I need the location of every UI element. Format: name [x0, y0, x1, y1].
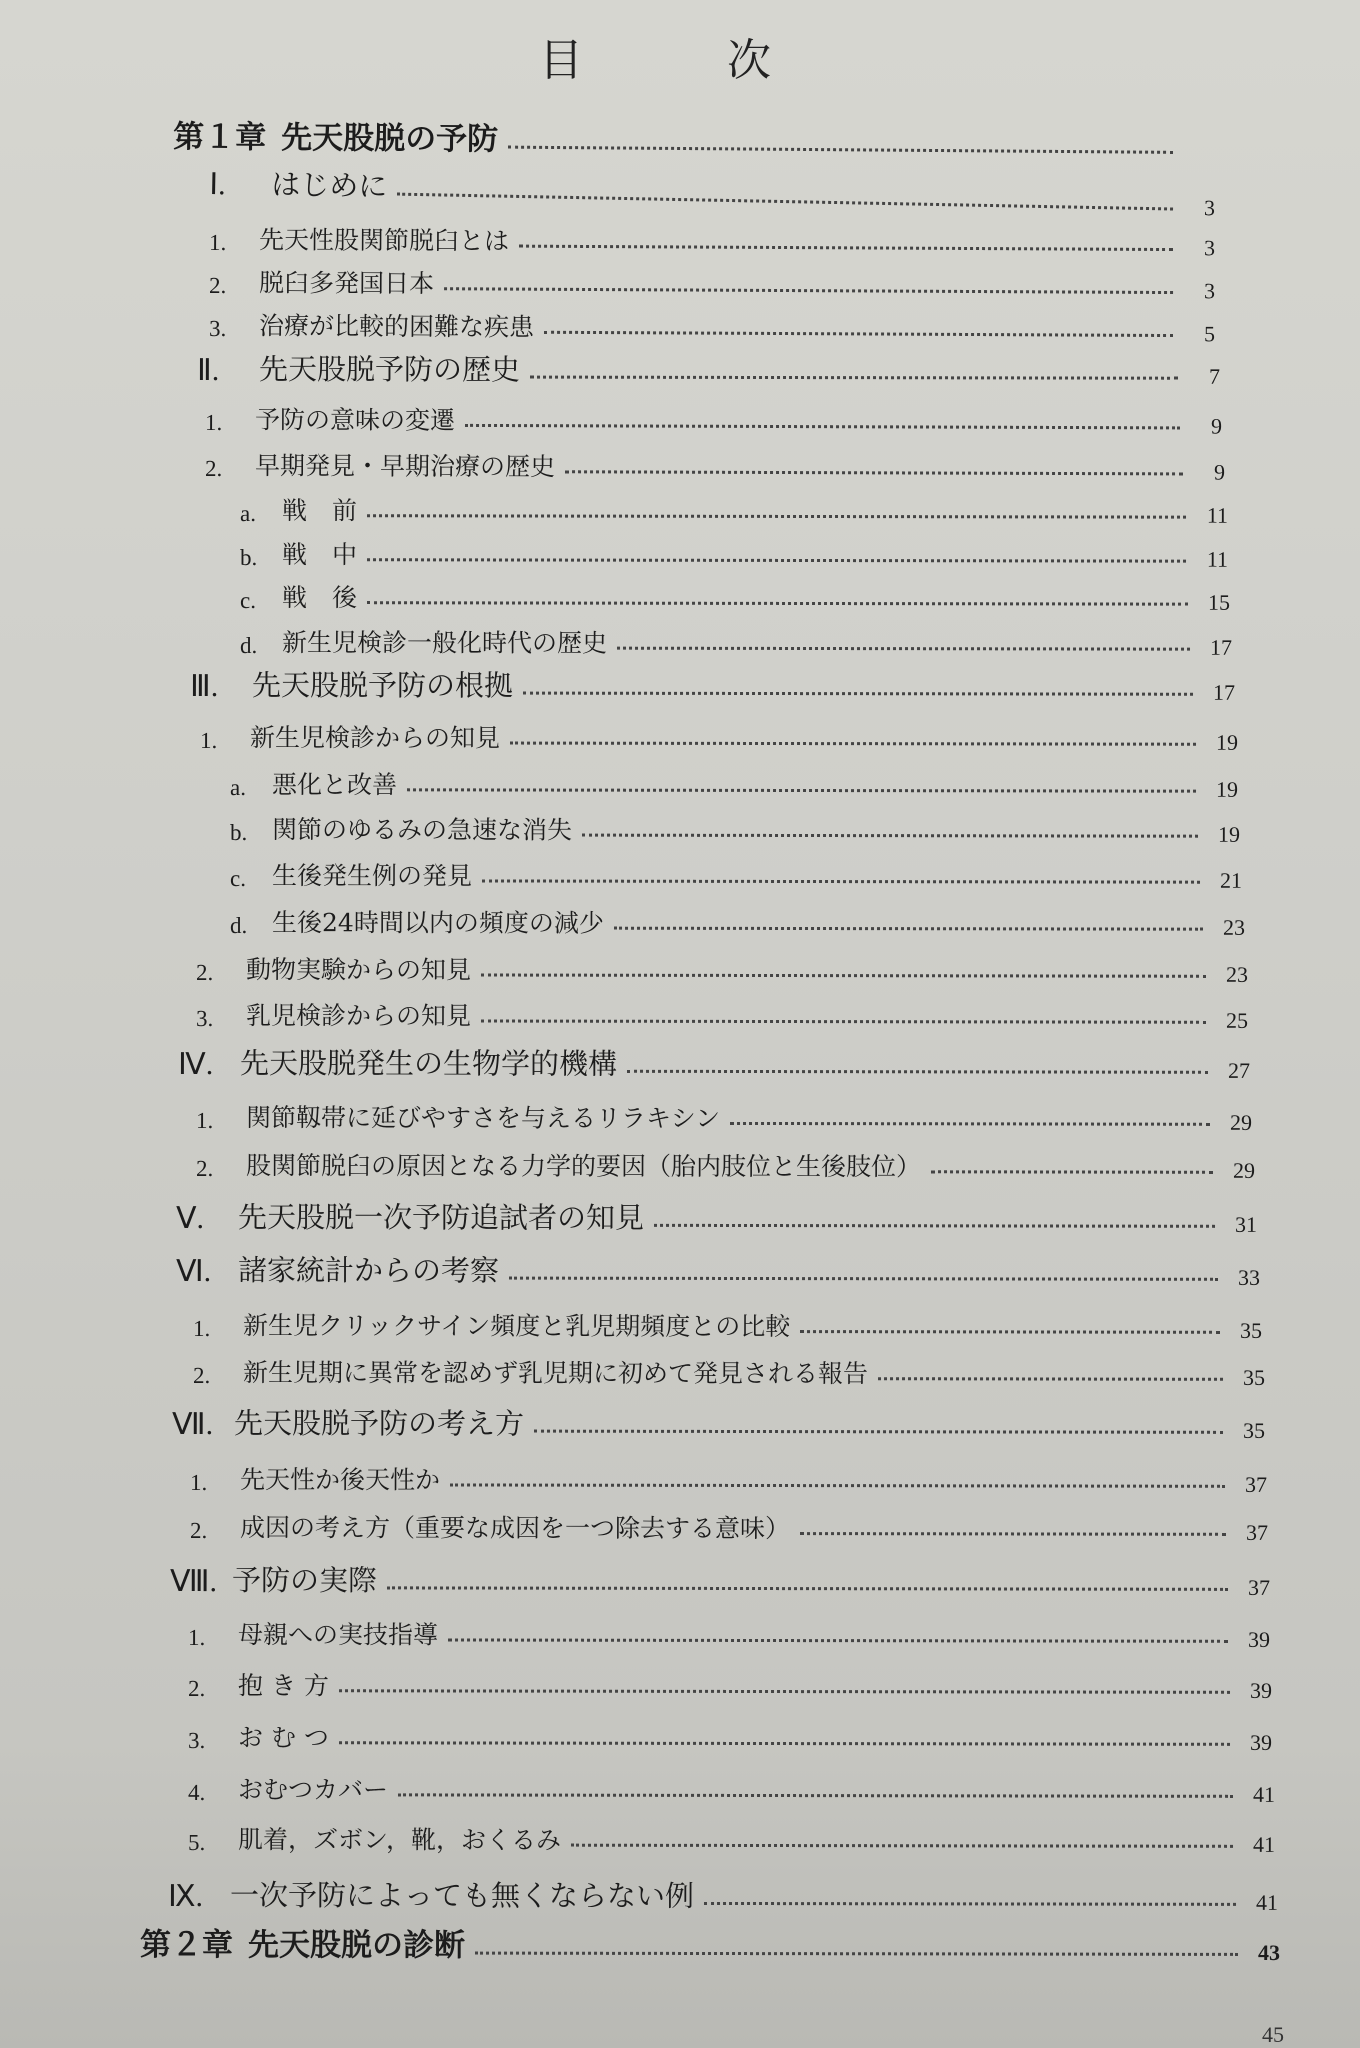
dot-leader	[617, 647, 1190, 651]
cut-off-page-number: 45	[1262, 2022, 1284, 2047]
toc-entry	[176, 1192, 1257, 1238]
toc-entry	[196, 942, 1248, 988]
dot-leader	[530, 376, 1178, 380]
toc-entry-number: 1.	[193, 1316, 211, 1342]
dot-leader	[339, 1741, 1230, 1746]
toc-entry-number: c.	[230, 866, 247, 892]
toc-entry-number: 1.	[190, 1470, 208, 1496]
toc-entry-title: 先天性か後天性か	[240, 1465, 441, 1495]
toc-entry-page: 3	[1203, 235, 1216, 261]
toc-entry-page: 7	[1209, 363, 1221, 389]
toc-entry-page: 39	[1248, 1626, 1271, 1652]
toc-entry-title: 新生児検診からの知見	[250, 723, 501, 753]
toc-entry-number: 2.	[209, 273, 227, 299]
toc-entry-page: 29	[1233, 1157, 1256, 1183]
toc-entry	[178, 1038, 1250, 1084]
toc-entry-number: Ⅸ.	[168, 1880, 204, 1914]
toc-entry-page: 41	[1253, 1781, 1276, 1807]
toc-entry	[209, 212, 1215, 261]
dot-leader	[481, 973, 1206, 977]
toc-entry-page: 21	[1220, 867, 1243, 893]
toc-entry-number: 3.	[196, 1006, 214, 1032]
toc-entry-number: Ⅱ.	[197, 354, 220, 388]
toc-entry-title: 動物実験からの知見	[246, 955, 472, 985]
dot-leader	[654, 1224, 1215, 1228]
toc-entry-page: 31	[1235, 1211, 1258, 1237]
toc-entry-title: 新生児期に異常を認めず乳児期に初めて発見される報告	[243, 1358, 869, 1389]
toc-entry	[172, 1398, 1265, 1444]
toc-entry-title: 一次予防によっても無くならない例	[230, 1878, 695, 1913]
toc-entry	[200, 710, 1238, 756]
toc-entry-page: 17	[1213, 679, 1236, 705]
toc-entry-title: 戦 前	[282, 496, 358, 526]
toc-entry-title: 先天股脱一次予防追試者の知見	[238, 1200, 645, 1235]
toc-entry	[170, 1555, 1270, 1601]
toc-entry	[190, 1500, 1268, 1546]
dot-leader	[509, 1277, 1218, 1281]
toc-entry-number: Ⅲ.	[190, 670, 219, 704]
dot-leader	[519, 245, 1173, 251]
toc-entry	[230, 757, 1238, 803]
dot-leader	[878, 1377, 1223, 1381]
dot-leader	[481, 1019, 1206, 1023]
dot-leader	[510, 742, 1196, 746]
toc-entry-title: 予防の意味の変遷	[255, 405, 456, 435]
dot-leader	[367, 558, 1186, 562]
toc-entry-number: 1.	[188, 1625, 206, 1651]
toc-entry-title: 悪化と改善	[272, 770, 398, 800]
toc-entry	[140, 1920, 1280, 1966]
toc-entry-title: 先天股脱発生の生物学的機構	[240, 1046, 618, 1081]
toc-entry-title: 生後24時間以内の頻度の減少	[272, 908, 604, 938]
toc-entry-title: 戦 中	[282, 540, 358, 570]
dot-leader	[614, 927, 1203, 931]
toc-entry-page: 15	[1208, 589, 1231, 615]
table-of-contents	[0, 108, 1360, 2038]
toc-entry-title: 先天股脱予防の根拠	[252, 668, 514, 703]
toc-entry-number: d.	[240, 633, 258, 659]
dot-leader	[367, 514, 1186, 518]
dot-leader	[397, 193, 1173, 211]
toc-entry	[205, 392, 1222, 440]
toc-entry	[190, 660, 1235, 706]
toc-entry-title: 先天股脱の診断	[248, 1927, 466, 1964]
toc-entry	[240, 527, 1228, 573]
toc-entry-page: 41	[1253, 1831, 1276, 1857]
toc-entry-page: 33	[1238, 1264, 1261, 1290]
toc-entry-page: 35	[1243, 1364, 1266, 1390]
toc-entry-title: 股関節脱臼の原因となる力学的要因（胎内肢位と生後肢位）	[246, 1151, 922, 1182]
toc-entry-number: Ⅴ.	[176, 1202, 205, 1236]
toc-entry	[193, 1298, 1262, 1344]
toc-entry-title: 戦 後	[282, 583, 358, 613]
toc-entry	[188, 1710, 1272, 1756]
toc-entry	[168, 1870, 1278, 1916]
toc-entry-number: 1.	[196, 1108, 214, 1134]
toc-entry	[176, 1245, 1260, 1291]
dot-leader	[475, 1952, 1238, 1956]
dot-leader	[407, 788, 1196, 792]
dot-leader	[523, 692, 1193, 696]
toc-entry-page: 11	[1206, 546, 1229, 572]
toc-entry-number: Ⅶ.	[172, 1408, 214, 1442]
toc-entry	[230, 802, 1240, 848]
toc-entry	[230, 895, 1245, 941]
toc-entry-number: 2.	[205, 456, 223, 482]
toc-entry-number: a.	[240, 501, 257, 527]
toc-entry-page: 35	[1243, 1417, 1266, 1443]
toc-entry-number: a.	[230, 775, 247, 801]
toc-entry	[190, 1452, 1267, 1498]
toc-entry-title: 新生児クリックサイン頻度と乳児期頻度との比較	[243, 1311, 791, 1342]
toc-entry-page: 17	[1210, 634, 1233, 660]
toc-entry-page: 3	[1203, 278, 1216, 304]
toc-entry-title: お む つ	[238, 1723, 329, 1753]
toc-entry-number: b.	[230, 820, 248, 846]
toc-entry-page: 23	[1223, 914, 1246, 940]
toc-entry-number: 2.	[190, 1518, 208, 1544]
toc-entry-page: 43	[1258, 1939, 1281, 1965]
toc-entry-title: 早期発見・早期治療の歴史	[255, 451, 556, 482]
toc-entry-page: 3	[1203, 195, 1216, 221]
dot-leader	[387, 1586, 1228, 1590]
toc-entry-page: 35	[1240, 1317, 1263, 1343]
toc-entry	[205, 438, 1225, 486]
toc-entry-page: 9	[1210, 413, 1223, 439]
toc-entry-page: 37	[1245, 1471, 1268, 1497]
toc-entry	[240, 570, 1230, 616]
toc-entry	[188, 1812, 1275, 1858]
toc-entry-title: 関節靱帯に延びやすさを与えるリラキシン	[246, 1103, 721, 1133]
toc-entry	[188, 1762, 1275, 1808]
toc-entry-page: 37	[1246, 1519, 1269, 1545]
toc-entry	[173, 112, 1215, 164]
toc-entry-number: Ⅵ.	[176, 1255, 212, 1289]
toc-entry	[188, 1658, 1272, 1704]
toc-entry-number: 2.	[188, 1676, 206, 1702]
toc-entry-title: 肌着，ズボン，靴，おくるみ	[238, 1825, 562, 1855]
toc-entry-page: 19	[1216, 729, 1239, 755]
page-title: 目 次	[539, 35, 821, 86]
toc-entry-title: おむつカバー	[238, 1775, 389, 1805]
dot-leader	[508, 146, 1173, 154]
toc-entry	[230, 848, 1242, 894]
dot-leader	[582, 834, 1198, 838]
dot-leader	[339, 1689, 1230, 1694]
toc-entry-page: 19	[1218, 821, 1241, 847]
toc-entry	[197, 344, 1220, 390]
dot-leader	[931, 1170, 1213, 1173]
dot-leader	[465, 424, 1180, 429]
dot-leader	[450, 1483, 1225, 1487]
toc-entry-title: 先天性股関節脱臼とは	[259, 225, 510, 256]
toc-entry	[196, 1138, 1255, 1184]
toc-entry-title: 生後発生例の発見	[272, 861, 473, 891]
toc-entry-number: 5.	[188, 1830, 206, 1856]
toc-entry-page: 39	[1250, 1729, 1273, 1755]
toc-entry	[209, 298, 1215, 347]
toc-entry	[240, 483, 1228, 529]
toc-entry	[193, 1345, 1265, 1391]
toc-entry-number: 4.	[188, 1780, 206, 1806]
dot-leader	[565, 470, 1183, 475]
toc-entry-title: 先天股脱予防の考え方	[234, 1406, 525, 1441]
dot-leader	[534, 1430, 1223, 1434]
toc-entry-page: 39	[1250, 1677, 1273, 1703]
toc-entry-title: 母親への実技指導	[238, 1620, 439, 1650]
toc-entry	[196, 988, 1248, 1034]
dot-leader	[544, 331, 1173, 337]
toc-entry-page: 25	[1226, 1007, 1249, 1033]
dot-leader	[444, 287, 1173, 294]
toc-entry-number: c.	[240, 588, 257, 614]
toc-entry-number: 2.	[193, 1363, 211, 1389]
toc-entry-number: 1.	[209, 230, 227, 256]
toc-entry-title: 先天股脱予防の歴史	[259, 352, 521, 387]
toc-entry-number: b.	[240, 545, 258, 571]
toc-entry-title: 乳児検診からの知見	[246, 1001, 472, 1031]
toc-entry-number: Ⅳ.	[178, 1048, 214, 1082]
toc-entry-page: 23	[1226, 961, 1249, 987]
toc-entry	[209, 255, 1215, 304]
toc-entry-title: 治療が比較的困難な疾患	[259, 311, 535, 342]
dot-leader	[800, 1532, 1226, 1536]
toc-entry-number: Ⅰ.	[209, 168, 227, 202]
toc-entry-title: 諸家統計からの考察	[238, 1253, 500, 1288]
dot-leader	[627, 1070, 1208, 1074]
toc-entry-page: 5	[1203, 321, 1216, 347]
toc-entry-title: 成因の考え方（重要な成因を一つ除去する意味）	[240, 1513, 791, 1544]
toc-entry-number: 第１章	[173, 119, 267, 156]
toc-entry-number: 2.	[196, 960, 214, 986]
toc-entry-title: 新生児検診一般化時代の歴史	[282, 628, 608, 658]
toc-entry-number: Ⅷ.	[170, 1565, 218, 1599]
toc-entry-number: 第２章	[140, 1927, 234, 1964]
dot-leader	[398, 1793, 1233, 1797]
toc-entry	[196, 1090, 1252, 1136]
dot-leader	[571, 1844, 1233, 1848]
toc-entry-number: 2.	[196, 1156, 214, 1182]
toc-entry-page: 27	[1228, 1057, 1251, 1083]
dot-leader	[704, 1902, 1236, 1906]
dot-leader	[367, 601, 1188, 605]
toc-entry-page: 29	[1230, 1109, 1253, 1135]
toc-entry	[240, 615, 1232, 661]
toc-entry-title: 抱 き 方	[238, 1671, 329, 1701]
dot-leader	[482, 879, 1200, 883]
toc-entry-title: 脱臼多発国日本	[259, 268, 435, 299]
toc-entry-page: 19	[1216, 776, 1239, 802]
toc-entry-title: 先天股脱の予防	[281, 119, 499, 158]
toc-entry-number: 3.	[209, 316, 227, 342]
toc-entry	[188, 1607, 1270, 1653]
toc-entry-title: はじめに	[271, 167, 388, 204]
toc-entry-number: 3.	[188, 1728, 206, 1754]
toc-entry-title: 関節のゆるみの急速な消失	[272, 815, 573, 845]
toc-entry-number: 1.	[205, 410, 223, 436]
toc-entry-number: d.	[230, 913, 248, 939]
toc-entry-page: 37	[1248, 1574, 1271, 1600]
toc-entry-page: 41	[1256, 1889, 1279, 1915]
toc-entry-page: 9	[1213, 459, 1226, 485]
toc-entry-page: 11	[1206, 502, 1229, 528]
dot-leader	[730, 1122, 1210, 1126]
toc-entry-number: 1.	[200, 728, 218, 754]
dot-leader	[448, 1638, 1228, 1642]
dot-leader	[800, 1330, 1220, 1334]
toc-entry-title: 予防の実際	[232, 1563, 378, 1598]
